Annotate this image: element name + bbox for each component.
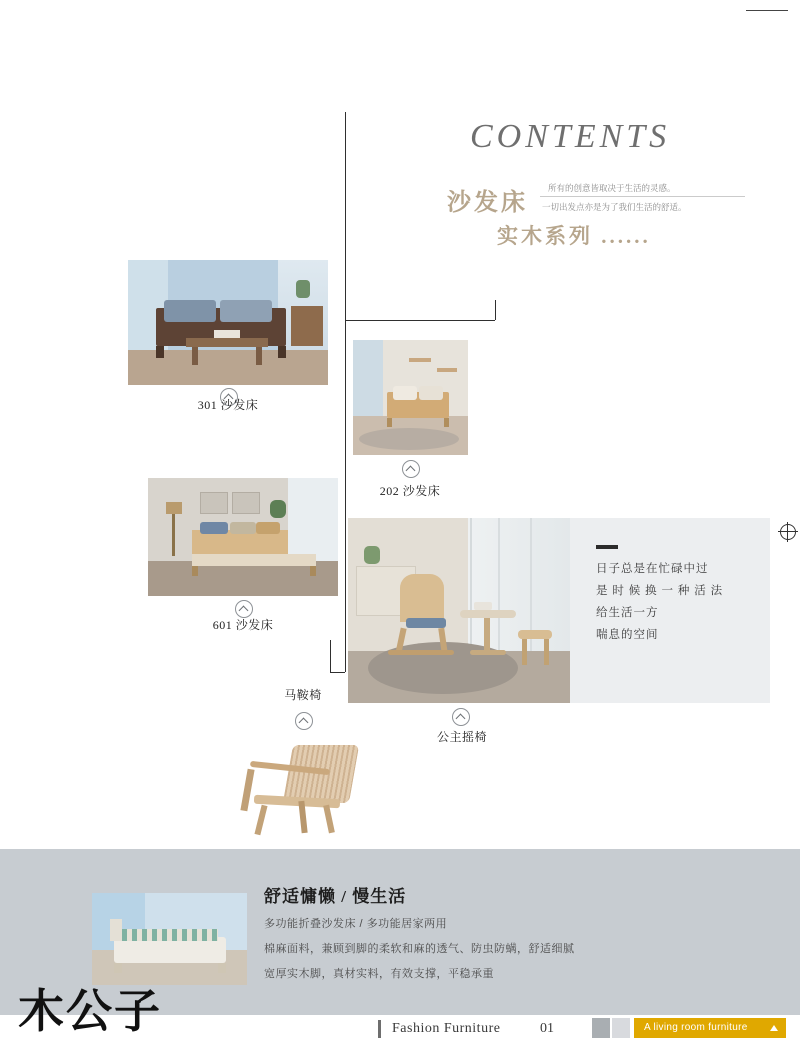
page-number: 01 (540, 1021, 554, 1036)
caption-202: 202 沙发床 (379, 484, 441, 498)
bracket-top-line (345, 320, 495, 321)
footer-swatch-dark (592, 1018, 610, 1038)
caption-601: 601 沙发床 (212, 618, 274, 632)
footer-divider (378, 1020, 381, 1038)
bottom-description (264, 912, 734, 987)
bracket-top-tick (495, 300, 496, 320)
bottom-title: 舒适慵懒 / 慢生活 (264, 887, 407, 906)
subtitle-line-1: 所有的创意皆取决于生活的灵感。 (548, 183, 676, 193)
product-photo-202 (353, 340, 468, 455)
product-photo-601 (148, 478, 338, 596)
page-title: CONTENTS (470, 118, 671, 155)
product-photo-rocking-chair (348, 518, 570, 703)
bottom-product-photo (92, 893, 247, 985)
section-title-secondary: 实木系列 ...... (497, 224, 651, 248)
quote-line-3: 给生活一方 (596, 607, 659, 619)
bracket-bottom-tick (330, 640, 331, 672)
caption-saddle-chair: 马鞍椅 (284, 688, 322, 702)
bottom-line-3: 宽厚实木脚，真材实料，有效支撑，平稳承重 (264, 968, 494, 980)
quote-line-1: 日子总是在忙碌中过 (596, 563, 709, 575)
triangle-up-icon (770, 1025, 778, 1031)
bottom-line-1: 多功能折叠沙发床 / 多功能居家两用 (264, 918, 448, 930)
footer-swatch-light (612, 1018, 630, 1038)
bottom-line-2: 棉麻面料，兼顾到脚的柔软和麻的透气、防虫防螨，舒适细腻 (264, 943, 575, 955)
product-photo-301 (128, 260, 328, 385)
quote-dash (596, 545, 618, 549)
quote-text (596, 558, 761, 646)
footer-english-label: Fashion Furniture (392, 1021, 501, 1036)
registration-mark-icon (780, 524, 796, 540)
quote-line-4: 喘息的空间 (596, 629, 659, 641)
chevron-up-icon-saddle-chair (295, 712, 313, 730)
crop-mark-top (746, 10, 788, 11)
footer-yellow-banner (634, 1018, 786, 1038)
footer-yellow-label: A living room furniture (644, 1022, 748, 1033)
caption-rocking-chair: 公主摇椅 (436, 730, 487, 744)
vertical-divider (345, 112, 346, 672)
product-photo-saddle-chair (214, 735, 392, 840)
section-title-primary: 沙发床 (447, 190, 528, 216)
chevron-up-icon-rocking-chair (452, 708, 470, 726)
bracket-bottom-line (330, 672, 345, 673)
caption-301: 301 沙发床 (197, 398, 259, 412)
subtitle-rule (540, 196, 745, 197)
chevron-up-icon-202 (402, 460, 420, 478)
subtitle-line-2: 一切出发点亦是为了我们生活的舒适。 (542, 202, 687, 212)
brand-logo: 木公子 (18, 986, 162, 1037)
quote-line-2: 是 时 候 换 一 种 活 法 (596, 585, 724, 597)
